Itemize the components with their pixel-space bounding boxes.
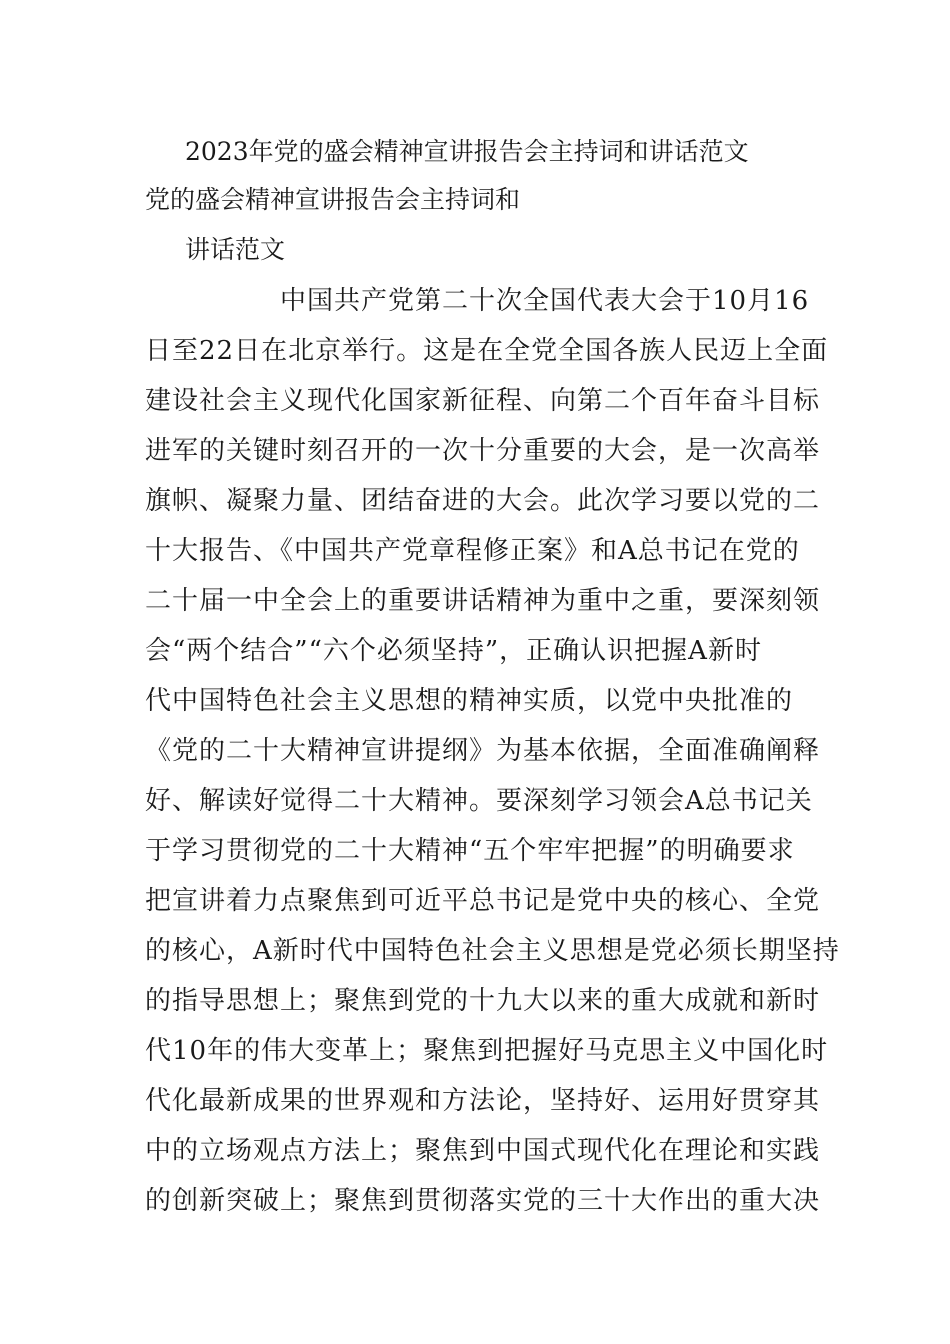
body-line: 的核心，A新时代中国特色社会主义思想是党必须长期坚持 <box>145 936 840 966</box>
body-line: 的指导思想上；聚焦到党的十九大以来的重大成就和新时 <box>145 986 821 1016</box>
document-body <box>145 280 840 1230</box>
body-line: 的创新突破上；聚焦到贯彻落实党的三十大作出的重大决 <box>145 1186 821 1216</box>
body-line: 日至22日在北京举行。这是在全党全国各族人民迈上全面 <box>145 336 829 366</box>
body-line: 代10年的伟大变革上；聚焦到把握好马克思主义中国化时 <box>145 1036 829 1066</box>
document-subtitle-line2: 讲话范文 <box>185 235 286 264</box>
body-line: 旗帜、凝聚力量、团结奋进的大会。此次学习要以党的二 <box>145 486 821 516</box>
body-line: 好、解读好觉得二十大精神。要深刻学习领会A总书记关 <box>145 786 813 816</box>
body-line: 于学习贯彻党的二十大精神“五个牢牢把握”的明确要求 <box>145 836 795 866</box>
body-line: 十大报告、《中国共产党章程修正案》和A总书记在党的 <box>145 536 800 566</box>
document-subtitle-line1: 党的盛会精神宣讲报告会主持词和 <box>145 185 521 214</box>
body-line: 《党的二十大精神宣讲提纲》为基本依据，全面准确阐释 <box>145 736 821 766</box>
body-line: 会“两个结合”“六个必须坚持”，正确认识把握A新时 <box>145 636 762 666</box>
document-title: 2023年党的盛会精神宣讲报告会主持词和讲话范文 <box>185 137 749 166</box>
body-line: 把宣讲着力点聚焦到可近平总书记是党中央的核心、全党 <box>145 886 821 916</box>
body-line: 代化最新成果的世界观和方法论，坚持好、运用好贯穿其 <box>145 1086 821 1116</box>
body-line: 中的立场观点方法上；聚焦到中国式现代化在理论和实践 <box>145 1136 821 1166</box>
body-line: 中国共产党第二十次全国代表大会于10月16 <box>145 286 810 316</box>
body-line: 建设社会主义现代化国家新征程、向第二个百年奋斗目标 <box>145 386 821 416</box>
body-line: 代中国特色社会主义思想的精神实质，以党中央批准的 <box>145 686 794 716</box>
body-line: 进军的关键时刻召开的一次十分重要的大会，是一次高举 <box>145 436 821 466</box>
body-line: 二十届一中全会上的重要讲话精神为重中之重，要深刻领 <box>145 586 821 616</box>
